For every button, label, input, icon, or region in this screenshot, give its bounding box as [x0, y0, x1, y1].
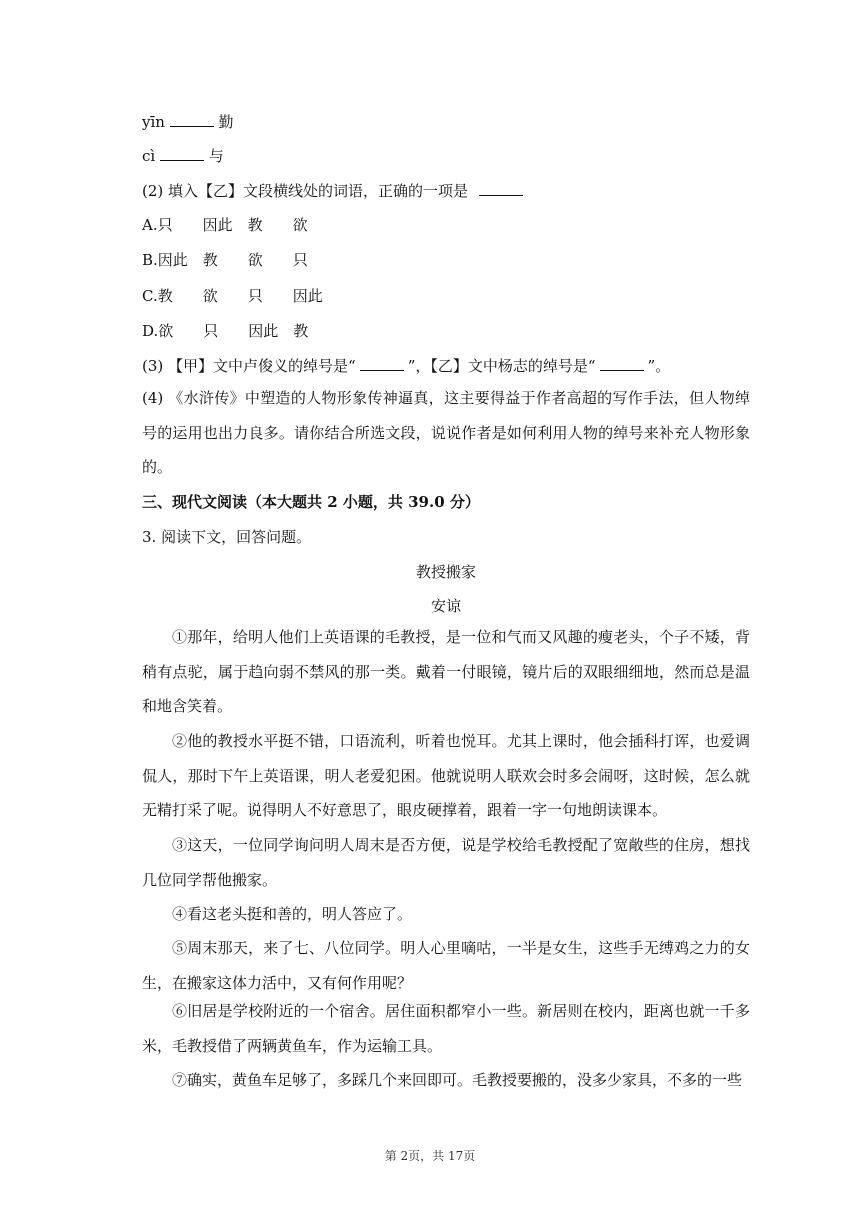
article-title: 教授搬家	[415, 563, 476, 581]
answer-blank	[170, 112, 214, 127]
paragraph-4: ④看这老头挺和善的，明人答应了。	[172, 905, 413, 923]
paragraph-7: ⑦确实，黄鱼车足够了，多踩几个来回即可。毛教授要搬的，没多少家具，不多的一些	[172, 1071, 743, 1089]
option-c: C.教 欲 只 因此	[142, 287, 323, 305]
paragraph-6: ⑥旧居是学校附近的一个宿舍。居住面积都窄小一些。新居则在校内，距离也就一千多米，毛教授借了两辆黄鱼车，作为运输工具。	[142, 1002, 750, 1055]
question-intro: 3. 阅读下文，回答问题。	[142, 528, 312, 546]
page-footer: 第 2页，共 17页	[384, 1149, 476, 1163]
answer-blank	[160, 146, 204, 161]
pinyin-text: yīn	[142, 113, 165, 131]
question-3: (3) 【甲】文中卢俊义的绰号是“ ”，【乙】文中杨志的绰号是“ ”。	[142, 357, 671, 375]
question-4: (4) 《水浒传》中塑造的人物形象传神逼真，这主要得益于作者高超的写作手法，但人物绰号的运用也出力良多。请你结合所选文段，说说作者是如何利用人物的绰号来补充人物形象的。	[142, 389, 750, 476]
section-heading: 三、现代文阅读（本大题共 2 小题，共 39.0 分）	[142, 493, 480, 511]
option-a: A.只 因此 教 欲	[142, 216, 308, 234]
question-2	[142, 181, 750, 201]
paragraph-1: ①那年，给明人他们上英语课的毛教授，是一位和气而又风趣的瘦老头，个子不矮，背稍有点驼，属于趋向弱不禁风的那一类。戴着一付眼镜，镜片后的双眼细细地，然而总是温和地含笑着。	[142, 628, 750, 715]
answer-blank	[360, 356, 404, 371]
q1-line-2	[142, 146, 750, 166]
paragraph-5: ⑤周末那天，来了七、八位同学。明人心里嘀咕，一半是女生，这些手无缚鸡之力的女生，在搬家这体力活中，又有何作用呢？	[142, 939, 750, 992]
paragraph-2: ②他的教授水平挺不错，口语流利，听着也悦耳。尤其上课时，他会插科打诨，也爱调侃人，那时下午上英语课，明人老爱犯困。他就说明人联欢会时多会闹呀，这时候，怎么就无精打采了呢。说得明人不好意思了，眼皮硬撑着，跟着一字一句地朗读课本。	[142, 732, 750, 819]
q1-line-1	[142, 112, 750, 132]
answer-blank	[600, 356, 644, 371]
paragraph-3: ③这天，一位同学询问明人周末是否方便，说是学校给毛教授配了宽敞些的住房，想找几位同学帮他搬家。	[142, 836, 750, 889]
question-text: (2) 填入【乙】文段横线处的词语，正确的一项是	[142, 182, 469, 200]
hanzi-text: 与	[208, 147, 224, 165]
option-b: B.因此 教 欲 只	[142, 251, 308, 269]
pinyin-text: cì	[142, 147, 156, 165]
option-d: D.欲 只 因此 教	[142, 322, 309, 340]
hanzi-text: 勤	[218, 113, 234, 131]
article-author: 安谅	[430, 597, 461, 615]
answer-blank	[479, 181, 523, 196]
